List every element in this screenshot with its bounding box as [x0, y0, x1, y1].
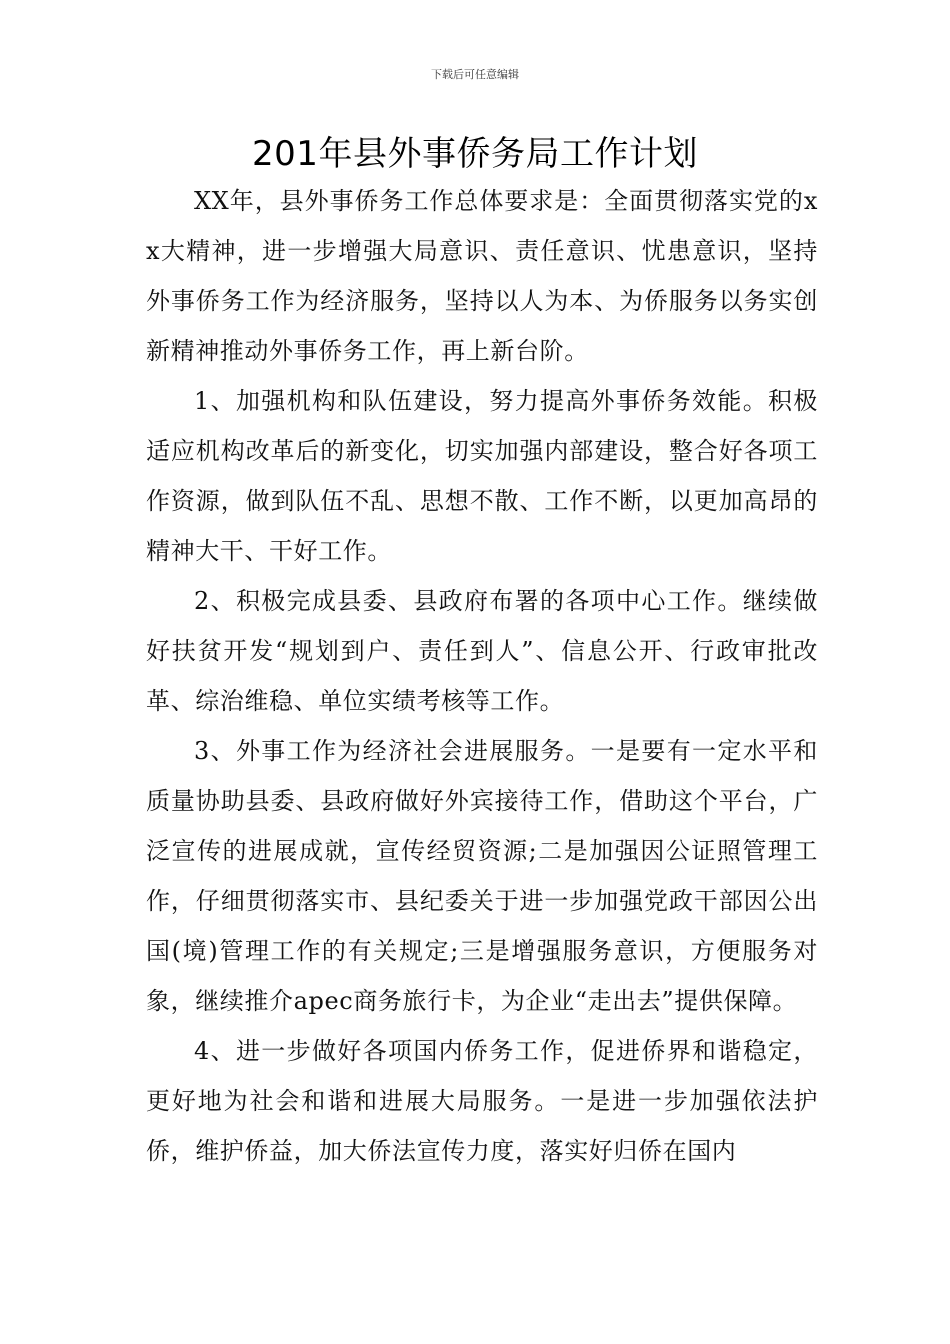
paragraph-intro: XX年，县外事侨务工作总体要求是：全面贯彻落实党的xx大精神，进一步增强大局意识、责任意识、忧患意识，坚持外事侨务工作为经济服务，坚持以人为本、为侨服务以务实创新精神推动外事侨务工作，再上新台阶。: [146, 187, 818, 365]
paragraph-item-3: 3、外事工作为经济社会进展服务。一是要有一定水平和质量协助县委、县政府做好外宾接待工作，借助这个平台，广泛宣传的进展成就，宣传经贸资源;二是加强因公证照管理工作，仔细贯彻落实市、县纪委关于进一步加强党政干部因公出国(境)管理工作的有关规定;三是增强服务意识，方便服务对象，继续推介apec商务旅行卡，为企业“走出去”提供保障。: [146, 737, 818, 1015]
header-note: 下载后可任意编辑: [431, 68, 519, 81]
paragraph-item-4: 4、进一步做好各项国内侨务工作，促进侨界和谐稳定，更好地为社会和谐和进展大局服务。一是进一步加强依法护侨，维护侨益，加大侨法宣传力度，落实好归侨在国内: [146, 1037, 818, 1165]
document-title: 201年县外事侨务局工作计划: [252, 134, 698, 174]
document-body: [146, 176, 818, 1176]
paragraph-item-2: 2、积极完成县委、县政府布署的各项中心工作。继续做好扶贫开发“规划到户、责任到人”、信息公开、行政审批改革、综治维稳、单位实绩考核等工作。: [146, 587, 818, 715]
paragraph-item-1: 1、加强机构和队伍建设，努力提高外事侨务效能。积极适应机构改革后的新变化，切实加强内部建设，整合好各项工作资源，做到队伍不乱、思想不散、工作不断，以更加高昂的精神大干、干好工作。: [146, 387, 818, 565]
